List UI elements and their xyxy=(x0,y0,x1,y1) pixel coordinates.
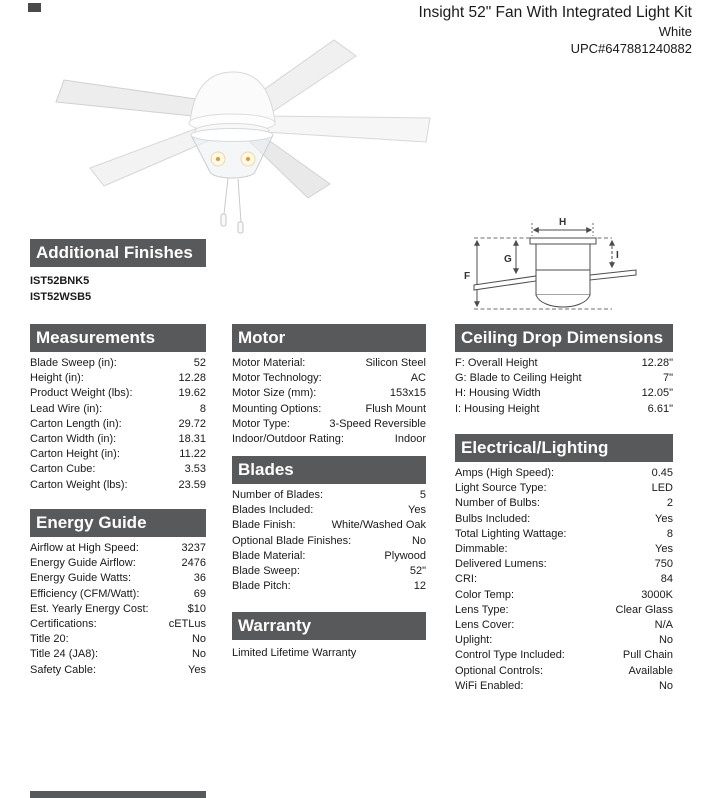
spec-value: Flush Mount xyxy=(365,402,426,415)
ceiling-drop-header: Ceiling Drop Dimensions xyxy=(455,324,673,352)
spec-row xyxy=(30,462,206,477)
spec-row xyxy=(30,417,206,432)
spec-value: 52" xyxy=(409,565,426,578)
spec-label: Motor Type: xyxy=(232,417,290,430)
motor-header: Motor xyxy=(232,324,426,352)
spec-label: CRI: xyxy=(455,573,477,586)
spec-value: 3.53 xyxy=(184,463,206,476)
pull-chains-icon xyxy=(221,178,243,233)
blades-rows xyxy=(232,488,426,594)
spec-value: Silicon Steel xyxy=(365,357,426,369)
dim-label-h: H xyxy=(559,217,567,228)
spec-row xyxy=(232,579,426,594)
spec-value: No xyxy=(191,633,206,646)
spec-value: 19.62 xyxy=(178,387,206,400)
spec-value: No xyxy=(191,648,206,661)
spec-label: Blade Sweep (in): xyxy=(30,357,117,369)
spec-row xyxy=(30,478,206,493)
spec-row xyxy=(455,618,673,633)
spec-row xyxy=(30,602,206,617)
spec-value: 3237 xyxy=(181,542,206,554)
spec-value: Yes xyxy=(655,543,673,556)
spec-label: Blade Pitch: xyxy=(232,580,291,593)
electrical-lighting-section xyxy=(455,434,673,694)
spec-label: Color Temp: xyxy=(455,588,515,601)
dim-label-f: F xyxy=(464,271,471,282)
spec-value: 52 xyxy=(193,357,206,369)
spec-row xyxy=(30,447,206,462)
spec-value: No xyxy=(411,534,426,547)
motor-section xyxy=(232,324,426,447)
spec-label: Amps (High Speed): xyxy=(455,467,555,479)
spec-row xyxy=(455,542,673,557)
energy-guide-header: Energy Guide xyxy=(30,509,206,537)
spec-label: Number of Bulbs: xyxy=(455,497,540,510)
measurements-rows xyxy=(30,356,206,493)
spec-label: Lens Type: xyxy=(455,603,509,616)
electrical-rows xyxy=(455,466,673,694)
spec-label: Carton Length (in): xyxy=(30,417,122,430)
electrical-lighting-header: Electrical/Lighting xyxy=(455,434,673,462)
measurements-header: Measurements xyxy=(30,324,206,352)
spec-label: Height (in): xyxy=(30,372,84,385)
spec-row xyxy=(232,417,426,432)
spec-row xyxy=(455,527,673,542)
energy-guide-rows xyxy=(30,541,206,678)
warranty-header: Warranty xyxy=(232,612,426,640)
spec-label: F: Overall Height xyxy=(455,357,538,369)
spec-label: Carton Width (in): xyxy=(30,433,117,446)
spec-value: Yes xyxy=(188,663,206,676)
spec-value: 750 xyxy=(654,558,673,571)
spec-row xyxy=(455,588,673,603)
spec-value: Pull Chain xyxy=(622,649,673,662)
spec-label: Uplight: xyxy=(455,634,493,647)
spec-row xyxy=(30,432,206,447)
spec-label: WiFi Enabled: xyxy=(455,679,524,692)
blades-section xyxy=(232,456,426,594)
energy-guide-section xyxy=(30,509,206,678)
spec-label: Motor Technology: xyxy=(232,372,322,385)
spec-value: Indoor xyxy=(394,433,426,446)
spec-row xyxy=(455,679,673,694)
spec-row xyxy=(455,557,673,572)
spec-label: Light Source Type: xyxy=(455,482,547,495)
spec-label: Airflow at High Speed: xyxy=(30,542,139,554)
spec-row xyxy=(455,371,673,386)
spec-label: Control Type Included: xyxy=(455,649,565,662)
spec-row xyxy=(30,617,206,632)
glass-bowl-icon xyxy=(191,129,273,179)
spec-row xyxy=(232,371,426,386)
spec-row xyxy=(30,556,206,571)
spec-label: Blade Finish: xyxy=(232,519,296,532)
spec-row xyxy=(232,488,426,503)
spec-value: White/Washed Oak xyxy=(331,519,426,532)
spec-label: Dimmable: xyxy=(455,543,508,556)
spec-row xyxy=(455,496,673,511)
spec-label: Lens Cover: xyxy=(455,619,515,632)
dim-label-g: G xyxy=(504,254,512,265)
blades-header: Blades xyxy=(232,456,426,484)
spec-label: Est. Yearly Energy Cost: xyxy=(30,602,149,615)
spec-label: Product Weight (lbs): xyxy=(30,387,133,400)
spec-label: Carton Weight (lbs): xyxy=(30,478,128,491)
spec-value: $10 xyxy=(187,602,206,615)
spec-value: 0.45 xyxy=(651,467,673,479)
spec-row xyxy=(455,481,673,496)
spec-row xyxy=(455,648,673,663)
warranty-section xyxy=(232,612,426,659)
spec-value: Yes xyxy=(655,512,673,525)
spec-row xyxy=(455,512,673,527)
spec-label: G: Blade to Ceiling Height xyxy=(455,372,582,385)
spec-label: Efficiency (CFM/Watt): xyxy=(30,587,140,600)
additional-finishes-section xyxy=(30,239,206,305)
finish-sku-list xyxy=(30,273,206,305)
spec-value: 3-Speed Reversible xyxy=(329,417,426,430)
spec-value: LED xyxy=(651,482,673,495)
spec-value: Clear Glass xyxy=(615,603,673,616)
upc-code: UPC#647881240882 xyxy=(570,41,692,56)
spec-value: 8 xyxy=(666,527,673,540)
spec-row xyxy=(30,386,206,401)
ceiling-drop-rows xyxy=(455,356,673,417)
title-block xyxy=(419,3,692,57)
spec-value: 12.05" xyxy=(641,387,673,400)
spec-value: 3000K xyxy=(641,588,673,601)
spec-row xyxy=(30,587,206,602)
spec-value: 23.59 xyxy=(178,478,206,491)
spec-row xyxy=(455,603,673,618)
spec-value: 18.31 xyxy=(178,433,206,446)
spec-row xyxy=(30,632,206,647)
spec-label: Number of Blades: xyxy=(232,489,324,501)
spec-value: 5 xyxy=(419,489,426,501)
spec-label: Safety Cable: xyxy=(30,663,97,676)
spec-row xyxy=(232,386,426,401)
spec-value: 7" xyxy=(662,372,673,385)
finish-name: White xyxy=(658,24,692,39)
spec-label: Motor Size (mm): xyxy=(232,387,317,400)
spec-label: Certifications: xyxy=(30,618,97,631)
page-title: Insight 52" Fan With Integrated Light Kit xyxy=(418,4,692,21)
spec-row xyxy=(232,402,426,417)
spec-value: 69 xyxy=(193,587,206,600)
spec-value: 2476 xyxy=(181,557,206,570)
spec-value: Yes xyxy=(408,504,426,517)
spec-value: Plywood xyxy=(384,549,426,562)
corner-mark xyxy=(28,3,41,12)
spec-row xyxy=(30,663,206,678)
spec-row xyxy=(30,402,206,417)
spec-row xyxy=(455,356,673,371)
spec-value: No xyxy=(658,679,673,692)
spec-label: Lead Wire (in): xyxy=(30,402,103,415)
spec-value: 84 xyxy=(660,573,673,586)
dim-label-i: I xyxy=(616,250,619,261)
spec-value: 6.61" xyxy=(647,402,673,415)
spec-value: 11.22 xyxy=(179,448,206,461)
spec-row xyxy=(30,356,206,371)
spec-label: I: Housing Height xyxy=(455,402,540,415)
spec-row xyxy=(30,647,206,662)
spec-label: Optional Blade Finishes: xyxy=(232,534,352,547)
spec-row xyxy=(455,466,673,481)
spec-value: No xyxy=(658,634,673,647)
spec-value: 2 xyxy=(666,497,673,510)
spec-row xyxy=(232,356,426,371)
spec-row xyxy=(30,371,206,386)
spec-value: 8 xyxy=(199,402,206,415)
spec-value: AC xyxy=(410,372,426,385)
spec-label: Title 24 (JA8): xyxy=(30,648,99,661)
measurements-section xyxy=(30,324,206,493)
additional-finishes-header: Additional Finishes xyxy=(30,239,206,267)
spec-row xyxy=(455,664,673,679)
ceiling-drop-section xyxy=(455,324,673,417)
spec-label: Bulbs Included: xyxy=(455,512,531,525)
spec-label: Indoor/Outdoor Rating: xyxy=(232,433,344,446)
spec-label: Optional Controls: xyxy=(455,664,544,677)
spec-row xyxy=(232,549,426,564)
spec-row xyxy=(455,633,673,648)
cutoff-section-header xyxy=(30,791,206,798)
spec-row xyxy=(232,534,426,549)
spec-row xyxy=(455,572,673,587)
spec-label: Carton Cube: xyxy=(30,463,96,476)
spec-value: cETLus xyxy=(168,618,206,631)
spec-value: 29.72 xyxy=(178,417,206,430)
spec-label: Title 20: xyxy=(30,633,69,646)
spec-row xyxy=(455,386,673,401)
spec-row xyxy=(232,564,426,579)
spec-label: Energy Guide Airflow: xyxy=(30,557,136,570)
warranty-text: Limited Lifetime Warranty xyxy=(232,647,357,659)
spec-label: H: Housing Width xyxy=(455,387,541,400)
spec-value: 12.28" xyxy=(641,357,673,369)
spec-label: Energy Guide Watts: xyxy=(30,572,132,585)
spec-row xyxy=(455,402,673,417)
spec-label: Blade Material: xyxy=(232,549,306,562)
spec-value: 12 xyxy=(413,580,426,593)
spec-label: Delivered Lumens: xyxy=(455,558,547,571)
spec-value: 12.28 xyxy=(178,372,206,385)
spec-label: Mounting Options: xyxy=(232,402,322,415)
fan-product-image xyxy=(12,22,457,234)
spec-row xyxy=(30,571,206,586)
spec-label: Blade Sweep: xyxy=(232,565,300,578)
spec-label: Motor Material: xyxy=(232,357,306,369)
spec-value: Available xyxy=(628,664,673,677)
spec-label: Blades Included: xyxy=(232,504,314,517)
spec-row xyxy=(232,432,426,447)
spec-row xyxy=(232,503,426,518)
spec-value: 153x15 xyxy=(389,387,426,400)
finish-sku: IST52BNK5 xyxy=(30,275,90,287)
spec-value: 36 xyxy=(193,572,206,585)
finish-sku: IST52WSB5 xyxy=(30,291,92,303)
spec-row xyxy=(232,518,426,533)
spec-label: Carton Height (in): xyxy=(30,448,120,461)
spec-label: Total Lighting Wattage: xyxy=(455,527,567,540)
spec-value: N/A xyxy=(654,619,673,632)
motor-rows xyxy=(232,356,426,447)
dimension-diagram xyxy=(460,213,670,313)
spec-row xyxy=(30,541,206,556)
